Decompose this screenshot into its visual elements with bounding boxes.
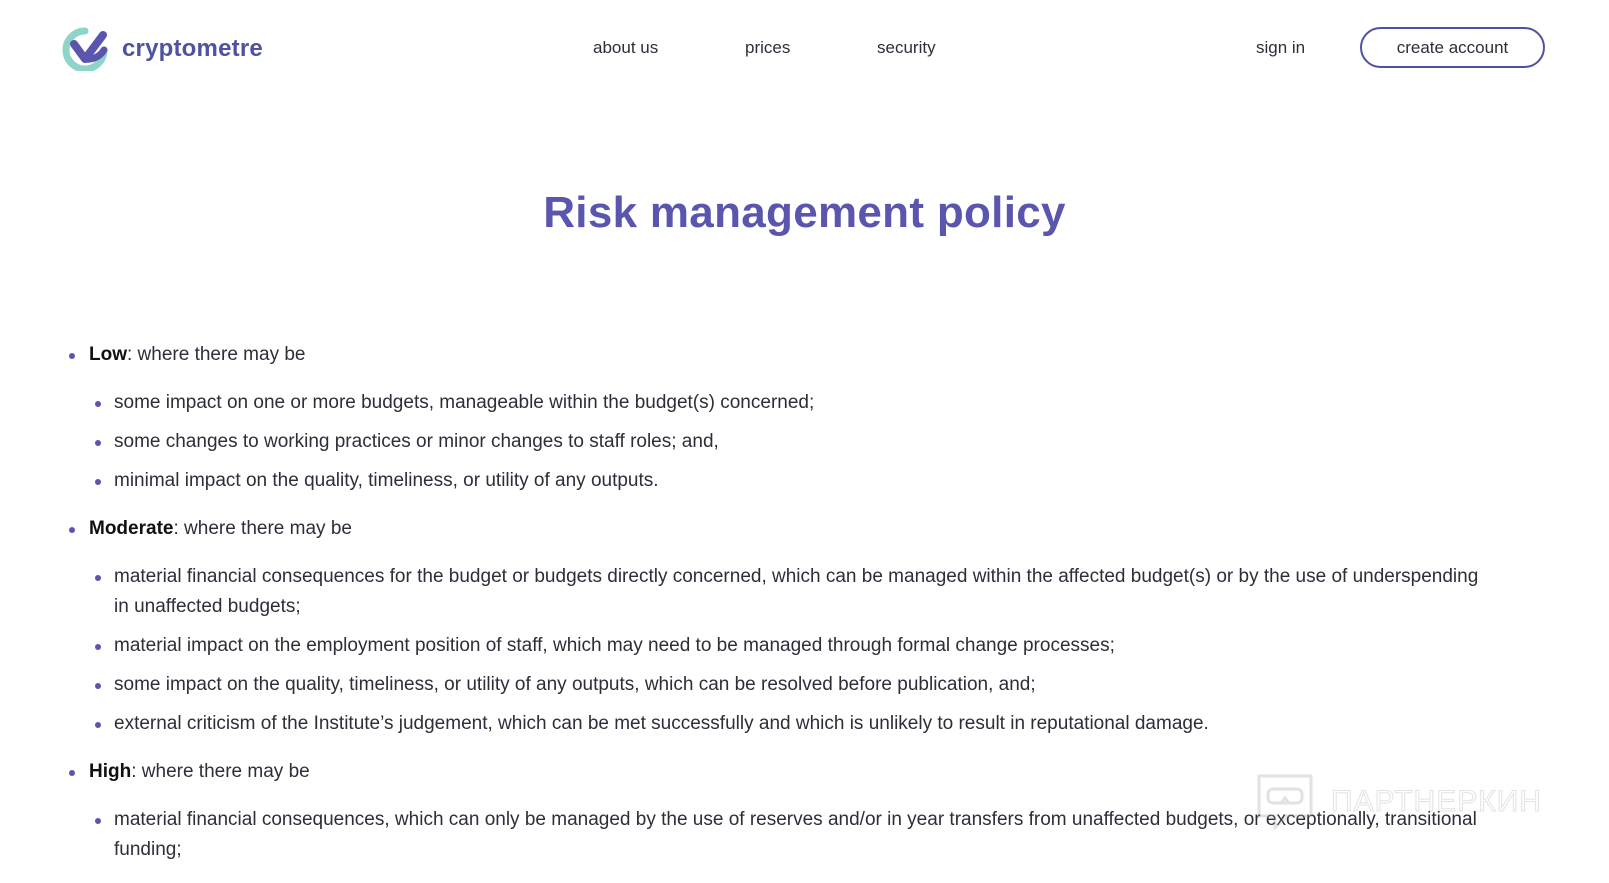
risk-level-items — [89, 562, 1609, 739]
list-item-text: minimal impact on the quality, timeliness, or utility of any outputs. — [114, 470, 659, 491]
list-item-text: material financial consequences for the budget or budgets directly concerned, which can be managed within the affected budget(s) or by the use of underspending in unaffected budgets; — [114, 566, 1479, 617]
list-item-text: some changes to working practices or minor changes to staff roles; and, — [114, 431, 719, 452]
list-item-text: material financial consequences, which can only be managed by the use of reserves and/or in year transfers from unaffected budgets, or exceptionally, transitional funding; — [114, 809, 1477, 860]
brand-name: cryptometre — [122, 35, 263, 62]
list-item-text: external criticism of the Institute’s judgement, which can be met successfully and which is unlikely to result in reputational damage. — [114, 713, 1209, 734]
bullet-dot — [95, 818, 101, 824]
bullet-dot — [95, 401, 101, 407]
bullet-dot — [95, 722, 101, 728]
risk-level-name: Moderate — [89, 518, 174, 539]
bullet-dot — [95, 575, 101, 581]
partnerkin-watermark — [1253, 770, 1542, 834]
risk-level-name: High — [89, 761, 132, 782]
risk-level-intro: : where there may be — [173, 518, 352, 539]
list-item — [89, 709, 1609, 739]
risk-level-intro: : where there may be — [131, 761, 310, 782]
watermark-text: ПАРТНЕРКИН — [1331, 785, 1542, 818]
bullet-dot — [69, 527, 75, 533]
nav-about-us[interactable]: about us — [593, 38, 659, 57]
create-account-button[interactable]: create account — [1360, 27, 1545, 68]
chat-bubble-vr-icon — [1253, 770, 1317, 834]
nav-security[interactable]: security — [877, 38, 936, 57]
list-item-text: material impact on the employment position of staff, which may need to be managed through formal change processes; — [114, 635, 1115, 656]
list-item-text: some impact on the quality, timeliness, or utility of any outputs, which can be resolved before publication, and; — [114, 674, 1036, 695]
risk-level-moderate — [0, 514, 1609, 739]
bullet-dot — [95, 440, 101, 446]
page-title: Risk management policy — [543, 188, 1066, 237]
list-item-text: some impact on one or more budgets, manageable within the budget(s) concerned; — [114, 392, 815, 413]
risk-level-name: Low — [89, 344, 127, 365]
list-item — [89, 631, 1609, 661]
sign-in-link[interactable]: sign in — [1256, 38, 1306, 57]
risk-level-low — [0, 340, 1609, 496]
bullet-dot — [69, 353, 75, 359]
list-item — [89, 427, 1609, 457]
bullet-dot — [69, 770, 75, 776]
list-item — [89, 562, 1609, 622]
site-header — [0, 0, 1609, 96]
list-item — [89, 466, 1609, 496]
risk-level-items — [89, 388, 1609, 496]
list-item — [89, 388, 1609, 418]
list-item — [89, 670, 1609, 700]
bullet-dot — [95, 683, 101, 689]
bullet-dot — [95, 479, 101, 485]
nav-prices[interactable]: prices — [745, 38, 791, 57]
bullet-dot — [95, 644, 101, 650]
risk-level-intro: : where there may be — [127, 344, 306, 365]
